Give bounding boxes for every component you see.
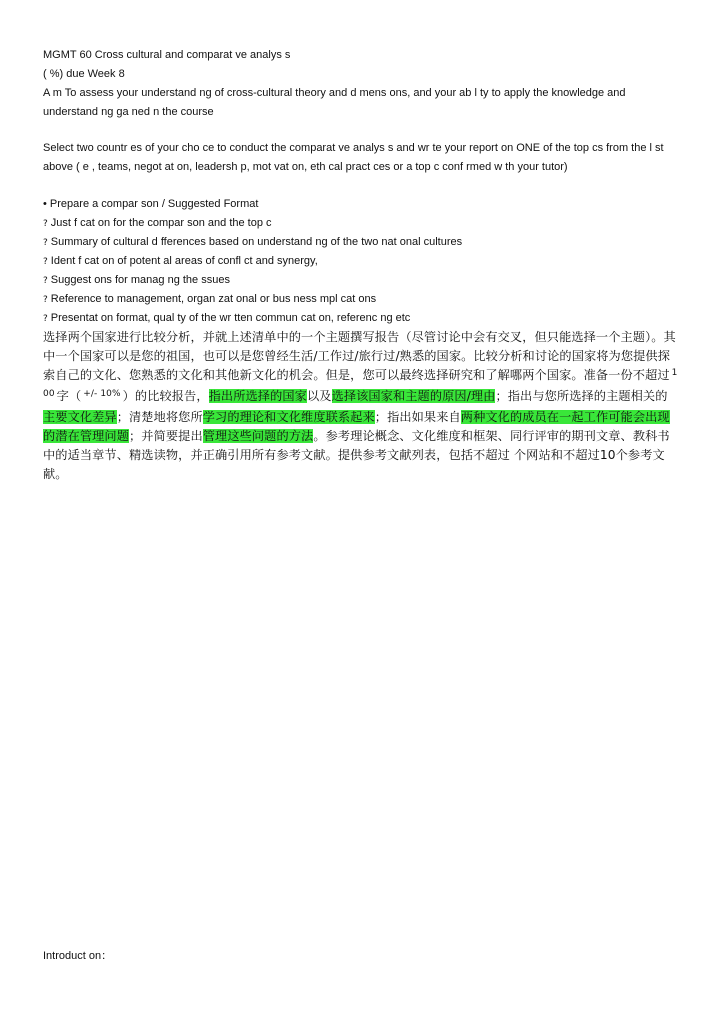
missing-glyph-icon: ? [43, 295, 48, 305]
list-item-text: Ident f cat on of potent al areas of confl ct and synergy, [50, 255, 318, 267]
word-count-number: 1 00 [43, 368, 678, 399]
highlighted-text: 主要文化差异 [43, 410, 117, 424]
format-heading-text: Prepare a compar son / Suggested Format [49, 198, 259, 210]
list-item-text: Suggest ons for manag ng the ssues [50, 274, 230, 286]
text-run: ；清楚地将您所 [116, 410, 203, 424]
introduction-heading: Introduct on： [43, 950, 113, 962]
text-run: ；指出如果来自 [374, 410, 461, 424]
list-item-text: Summary of cultural d fferences based on understand ng of the two nat onal cultures [50, 236, 463, 248]
highlighted-text: 学习的理论和文化维度联系起来 [202, 410, 375, 424]
list-item-text: Presentat on format, qual ty of the wr tten commun cat on, referenc ng etc [50, 312, 411, 324]
missing-glyph-icon: ? [43, 219, 48, 229]
due-date-line: ( %) due Week 8 [43, 68, 125, 80]
text-run: ；并简要提出 [129, 429, 203, 443]
list-item [43, 233, 462, 253]
list-item-text: Just f cat on for the compar son and the top c [50, 217, 272, 229]
highlighted-text: 选择该国家和主题的原因/理由 [331, 389, 496, 403]
highlighted-text: 两种文化的成员在一起工作可能会出现的潜在管理问题 [43, 410, 670, 443]
text-run: 个参考文献。 [43, 448, 665, 481]
missing-glyph-icon: ? [43, 314, 48, 324]
select-paragraph: Select two countr es of your cho ce to conduct the comparat ve analys s and wr te your report on ONE of the top cs from the l st above ( e , teams, negot at on, leadersh p, mot vat on, eth cal pract ces or a top c conf rmed w th your tutor) [43, 142, 664, 173]
course-title: MGMT 60 Cross cultural and comparat ve analys s [43, 49, 291, 61]
highlighted-text: 管理这些问题的方法 [202, 429, 314, 443]
list-item [43, 290, 376, 310]
list-item [43, 214, 272, 234]
text-run: 。参考理论概念、文化维度和框架、同行评审的期刊文章、教科书中的适当章节、精选读物，并正确引用所有参考文献。提供参考文献列表，包括不超过 个网站和不超过 [43, 429, 670, 462]
missing-glyph-icon: ? [43, 257, 48, 267]
text-run: ；指出与您所选择的主题相关的 [495, 389, 668, 403]
text-run: 选择两个国家进行比较分析，并就上述清单中的一个主题撰写报告（尽管讨论中会有交叉，但只能选择一个主题）。其中一个国家可以是您的祖国，也可以是您曾经生活/工作过/旅行过/熟悉的国家。比较分析和讨论的国家将为您提供探索自己的文化、您熟悉的文化和其他新文化的机会。但是，您可以最终选择研究和了解哪两个国家。准备一份不超过 [43, 330, 676, 382]
list-item [43, 271, 230, 291]
reference-count-number: 10 [599, 448, 616, 462]
highlighted-text: 指出所选择的国家 [208, 389, 307, 403]
list-item [43, 252, 318, 272]
missing-glyph-icon: ? [43, 238, 48, 248]
chinese-paragraph [43, 328, 679, 484]
aim-paragraph: A m To assess your understand ng of cross-cultural theory and d mens ons, and your ab l ty to apply the knowledge and understand ng ga ned n the course [43, 87, 626, 118]
tolerance-number: +/- 10% [83, 389, 121, 399]
bullet-marker: • [43, 198, 47, 210]
list-item-text: Reference to management, organ zat onal or bus ness mpl cat ons [50, 293, 377, 305]
text-run: 以及 [306, 389, 332, 403]
format-heading [43, 195, 258, 214]
list-item [43, 309, 410, 329]
text-run: ）的比较报告， [122, 389, 209, 403]
text-run: 字（ [56, 389, 82, 403]
missing-glyph-icon: ? [43, 276, 48, 286]
